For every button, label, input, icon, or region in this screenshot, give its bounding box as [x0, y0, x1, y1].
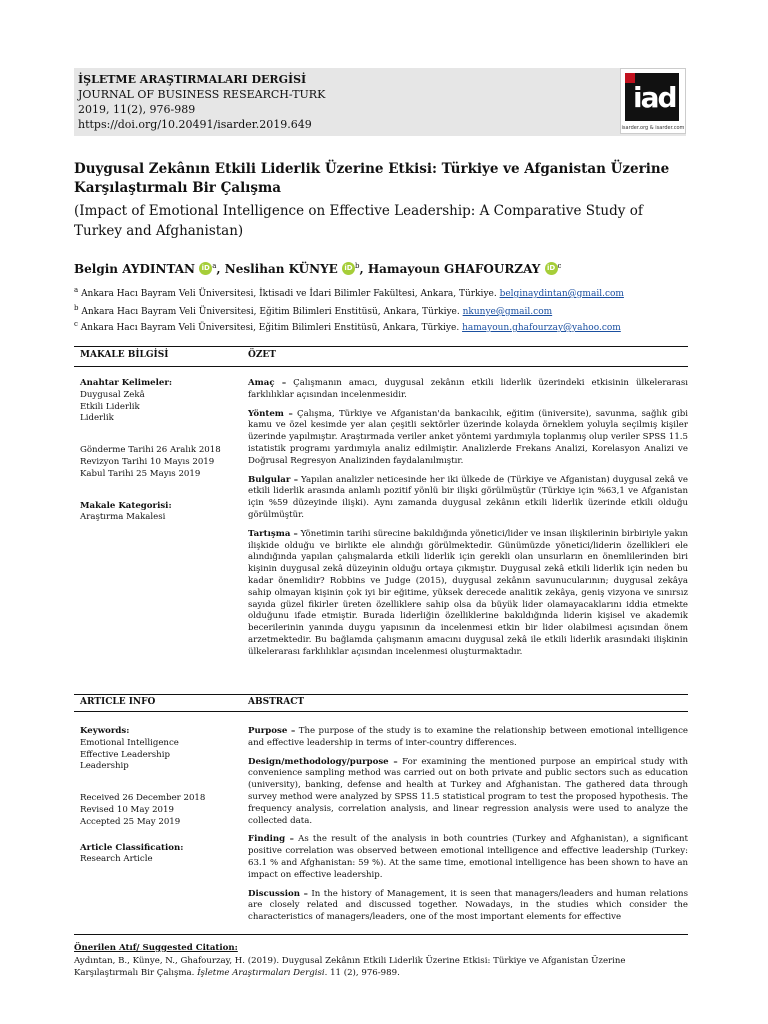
- citation-journal: İşletme Araştırmaları Dergisi: [197, 968, 325, 978]
- abstract-paragraph: Tartışma – Yönetimin tarihi sürecine bakıldığında yönetici/lider ve insan ilişkilerinin birbiriyle yakın ilişkide olduğu ve birlikte ele alındığı görülmektedir. Günümüzde yönetici/liderin özellikleri ele alındığında yapılan çalışmalarda etkili liderlik için gerekli olan unsurların en önemlilerinden biri kişinin duygusal zekâ düzeyinin olduğu ortaya çıkmıştır. Duygusal zekâ etkili liderlik için neden bu kadar önemlidir? Robbins ve Judge (2015), duygusal zekânın savunucularının; duygusal zekâya sahip olmayan kişinin çok iyi bir eğitime, yüksek derecede analitik zekâya, geniş vizyona ve sınırsız sayıda güzel fikirler üreten özelliklere sahip olsa da büyük lider olamayacaklarını iddia etmekte olduğunu ifade etmiştir. Burada liderliğin özelliklerine bakıldığında liderin kişisel ve akademik becerilerinin yanında duygu yapısının da incelenmesi etkin bir lider olabilmesi açısından önem arzetmektedir. Bu bağlamda çalışmanın amacını duygusal zekâ ile etkili liderlik arasındaki ilişkinin ülkelerarası farklılıklar açısından incelenmesi oluşturmaktadır.: [248, 528, 688, 657]
- orcid-icon[interactable]: iD: [199, 262, 212, 275]
- abstract-paragraph: Design/methodology/purpose – For examining the mentioned purpose an empirical study with convenience sampling method was carried out on both private and public sectors such as education (university), banking, defense and health at Turkey and Afghanistan. The gathered data through survey method were analyzed by SPSS 11.5 statistical program to test the proposed hypothesis. The frequency analysis, correlation analysis, and linear regression analysis were used to analyze the collected data.: [248, 756, 688, 826]
- category: Research Article: [80, 854, 153, 865]
- keyword: Etkili Liderlik: [80, 401, 140, 412]
- abstract-paragraph: Amaç – Çalışmanın amacı, duygusal zekânın etkili liderlik üzerindeki etkisinin ülkelerarası farklılıklar açısından incelenmesidir.: [248, 378, 688, 400]
- abstract-tr: [248, 378, 688, 666]
- divider: [74, 934, 688, 935]
- date: Gönderme Tarihi 26 Aralık 2018: [80, 445, 221, 456]
- citation-tail: . 11 (2), 976-989.: [324, 968, 400, 978]
- article-title-tr: Duygusal Zekânın Etkili Liderlik Üzerine Etkisi: Türkiye ve Afganistan Üzerine Karşılaştırmalı Bir Çalışma: [74, 161, 670, 196]
- author-name: Hamayoun GHAFOURZAY: [367, 262, 541, 276]
- logo-text: iad: [633, 81, 676, 114]
- date: Revizyon Tarihi 10 Mayıs 2019: [80, 456, 215, 467]
- author-name: Belgin AYDINTAN: [74, 262, 196, 276]
- divider: [74, 366, 688, 367]
- citation-heading: Önerilen Atıf/ Suggested Citation:: [74, 943, 238, 953]
- journal-name-tr: İŞLETME ARAŞTIRMALARI DERGİSİ: [78, 73, 307, 86]
- abstract-paragraph: Discussion – In the history of Management, it is seen that managers/leaders and human relations are closely related and discussed together. Nowadays, in the studies which consider the characteristics of managers/leaders, one of the most important elements for effective: [248, 888, 688, 923]
- article-info-en: [80, 726, 230, 866]
- article-info-tr: [80, 378, 230, 524]
- author-name: Neslihan KÜNYE: [224, 262, 338, 276]
- date: Received 26 December 2018: [80, 793, 206, 804]
- abstract-en: [248, 726, 688, 930]
- date: Accepted 25 May 2019: [80, 816, 181, 827]
- email-link[interactable]: nkunye@gmail.com: [462, 307, 553, 317]
- abstract-heading-en: ABSTRACT: [248, 697, 305, 707]
- divider: [74, 694, 688, 695]
- journal-info: [78, 72, 325, 132]
- journal-logo: [620, 68, 686, 134]
- journal-header: [74, 68, 686, 136]
- suggested-citation: [74, 942, 688, 980]
- divider: [74, 711, 688, 712]
- keyword: Emotional Intelligence: [80, 737, 179, 748]
- abstract-paragraph: Bulgular – Yapılan analizler neticesinde her iki ülkede de (Türkiye ve Afganistan) duygusal zekâ ve etkili liderlik arasında anlamlı pozitif yönlü bir ilişki görülmüştür (Türkiye için %63,1 ve Afganistan için %59 düzeyinde ilişki). Aynı zamanda duygusal zekânın etkili liderlik üzerinde etkili olduğu görülmüştür.: [248, 474, 688, 520]
- date: Kabul Tarihi 25 Mayıs 2019: [80, 468, 201, 479]
- orcid-icon[interactable]: iD: [342, 262, 355, 275]
- citation-text: Aydıntan, B., Künye, N., Ghafourzay, H. (2019). Duygusal Zekânın Etkili Liderlik Üzerine Etkisi: Türkiye ve Afganistan Üzerine Karşılaştırmalı Bir Çalışma.: [74, 955, 626, 978]
- affiliation: $^a$ Ankara Hacı Bayram Veli Üniversitesi, İktisadi ve İdari Bilimler Fakültesi, Ankara, Türkiye. belginaydintan@gmail.com: [74, 286, 624, 299]
- journal-name-en: JOURNAL OF BUSINESS RESEARCH-TURK: [78, 88, 326, 101]
- logo-subtext: isarder.org & isarder.com: [621, 125, 685, 131]
- article-title-en: (Impact of Emotional Intelligence on Effective Leadership: A Comparative Study of Turkey and Afghanistan): [74, 203, 643, 239]
- author-list: Belgin AYDINTAN iD $^a$, Neslihan KÜNYE iD $^b$, Hamayoun GHAFOURZAY iD $^c$: [74, 262, 562, 276]
- keyword: Duygusal Zekâ: [80, 389, 145, 400]
- article-info-heading-en: ARTICLE INFO: [80, 697, 156, 707]
- email-link[interactable]: hamayoun.ghafourzay@yahoo.com: [462, 323, 621, 333]
- date: Revised 10 May 2019: [80, 804, 174, 815]
- abstract-paragraph: Finding – As the result of the analysis in both countries (Turkey and Afghanistan), a significant positive correlation was observed between emotional intelligence and effective leadership (Turkey: 63.1 % and Afghanistan: 59 %). At the same time, emotional intelligence has been shown to have an impact on effective leadership.: [248, 834, 688, 880]
- affiliation: $^c$ Ankara Hacı Bayram Veli Üniversitesi, Eğitim Bilimleri Enstitüsü, Ankara, Türkiye. hamayoun.ghafourzay@yahoo.com: [74, 320, 621, 333]
- email-link[interactable]: belginaydintan@gmail.com: [499, 289, 624, 299]
- category: Araştırma Makalesi: [80, 512, 166, 523]
- abstract-paragraph: Yöntem – Çalışma, Türkiye ve Afganistan'da bankacılık, eğitim (üniversite), savunma, sağlık gibi kamu ve özel kesimde yer alan çeşitli sektörler üzerinde kolayda örneklem yoluyla seçilmiş kişiler üzerinde yapılmıştır. Araştırmada veriler anket yöntemi yardımıyla toplanmış olup veriler SPSS 11.5 istatistik programı yardımıyla analiz edilmiştir. Analizlerde Frekans Analizi, Korelasyon Analizi ve Doğrusal Regresyon Analizinden faydalanılmıştır.: [248, 408, 689, 466]
- category-label: Makale Kategorisi:: [80, 500, 172, 511]
- journal-doi[interactable]: https://doi.org/10.20491/isarder.2019.649: [78, 118, 312, 131]
- keywords-label: Anahtar Kelimeler:: [80, 378, 173, 388]
- abstract-paragraph: Purpose – The purpose of the study is to examine the relationship between emotional intelligence and effective leadership in terms of inter-country differences.: [248, 726, 688, 748]
- orcid-icon[interactable]: iD: [545, 262, 558, 275]
- affiliation: $^b$ Ankara Hacı Bayram Veli Üniversitesi, Eğitim Bilimleri Enstitüsü, Ankara, Türkiye. nkunye@gmail.com: [74, 304, 553, 317]
- keyword: Liderlik: [80, 413, 114, 424]
- category-label: Article Classification:: [80, 842, 184, 853]
- keywords-label: Keywords:: [80, 726, 130, 736]
- journal-issue: 2019, 11(2), 976-989: [78, 103, 196, 116]
- article-info-heading-tr: MAKALE BİLGİSİ: [80, 350, 169, 360]
- divider: [74, 346, 688, 347]
- keyword: Effective Leadership: [80, 749, 170, 760]
- abstract-heading-tr: ÖZET: [248, 350, 276, 360]
- keyword: Leadership: [80, 761, 129, 772]
